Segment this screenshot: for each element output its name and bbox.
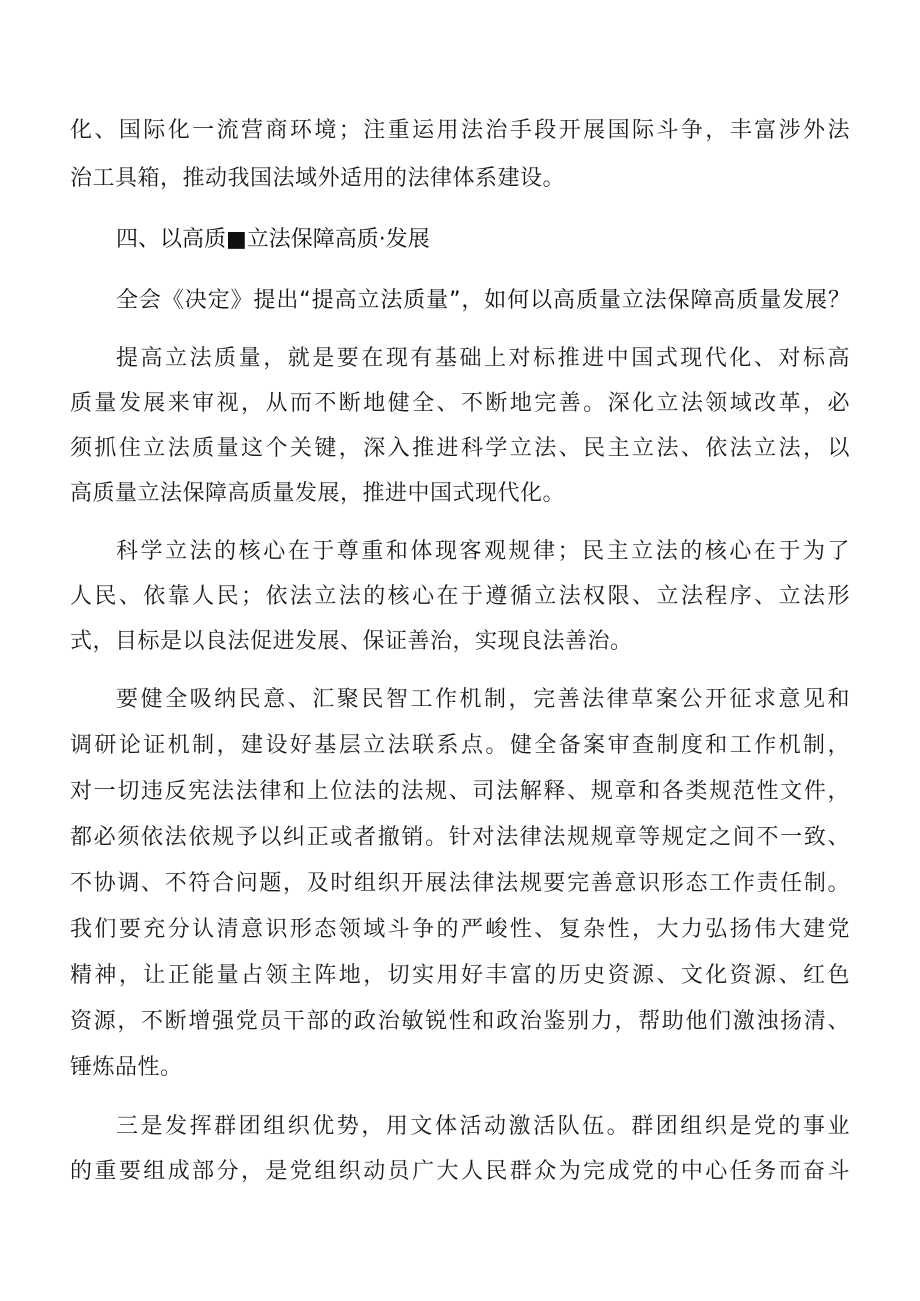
para1-line-4: 高质量立法保障高质量发展，推进中国式现代化。 bbox=[70, 481, 566, 506]
para3-line-4: 都必须依法依规予以纠正或者撤销。针对法律法规规章等规定之间不一致、 bbox=[70, 825, 850, 850]
para3-line-2: 调研论证机制，建设好基层立法联系点。健全备案审查制度和工作机制， bbox=[70, 733, 850, 758]
para1-line-2: 质量发展来审视，从而不断地健全、不断地完善。深化立法领域改革，必 bbox=[70, 391, 850, 416]
para3-line-8: 资源，不断增强党员干部的政治敏锐性和政治鉴别力，帮助他们激浊扬清、 bbox=[70, 1009, 850, 1034]
para2-line-1: 科学立法的核心在于尊重和体现客观规律；民主立法的核心在于为了 bbox=[116, 539, 850, 564]
para3-line-3: 对一切违反宪法法律和上位法的法规、司法解释、规章和各类规范性文件， bbox=[70, 779, 850, 804]
para4-line-1: 三是发挥群团组织优势，用文体活动激活队伍。群团组织是党的事业 bbox=[116, 1114, 850, 1139]
question-line: 全会《决定》提出“提高立法质量”，如何以高质量立法保障高质量发展？ bbox=[116, 288, 850, 313]
para1-line-3: 须抓住立法质量这个关键，深入推进科学立法、民主立法、依法立法，以 bbox=[70, 436, 850, 461]
intro-line-2: 治工具箱，推动我国法域外适用的法律体系建设。 bbox=[70, 166, 566, 191]
para2-line-3: 式，目标是以良法促进发展、保证善治，实现良法善治。 bbox=[70, 629, 633, 654]
para1-line-1: 提高立法质量，就是要在现有基础上对标推进中国式现代化、对标高 bbox=[116, 346, 850, 371]
para2-line-2: 人民、依靠人民；依法立法的核心在于遵循立法权限、立法程序、立法形 bbox=[70, 584, 850, 609]
para3-line-5: 不协调、不符合问题，及时组织开展法律法规要完善意识形态工作责任制。 bbox=[70, 871, 850, 896]
para3-line-1: 要健全吸纳民意、汇聚民智工作机制，完善法律草案公开征求意见和 bbox=[116, 687, 850, 712]
para3-line-9: 锤炼品性。 bbox=[70, 1055, 183, 1080]
para3-line-7: 精神，让正能量占领主阵地，切实用好丰富的历史资源、文化资源、红色 bbox=[70, 963, 850, 988]
para4-line-2: 的重要组成部分，是党组织动员广大人民群众为完成党的中心任务而奋斗 bbox=[70, 1159, 850, 1184]
intro-line-1: 化、国际化一流营商环境；注重运用法治手段开展国际斗争，丰富涉外法 bbox=[70, 118, 850, 143]
para3-line-6: 我们要充分认清意识形态领域斗争的严峻性、复杂性，大力弘扬伟大建党 bbox=[70, 917, 850, 942]
section-heading: 四、以高质■立法保障高质·发展 bbox=[116, 227, 430, 252]
